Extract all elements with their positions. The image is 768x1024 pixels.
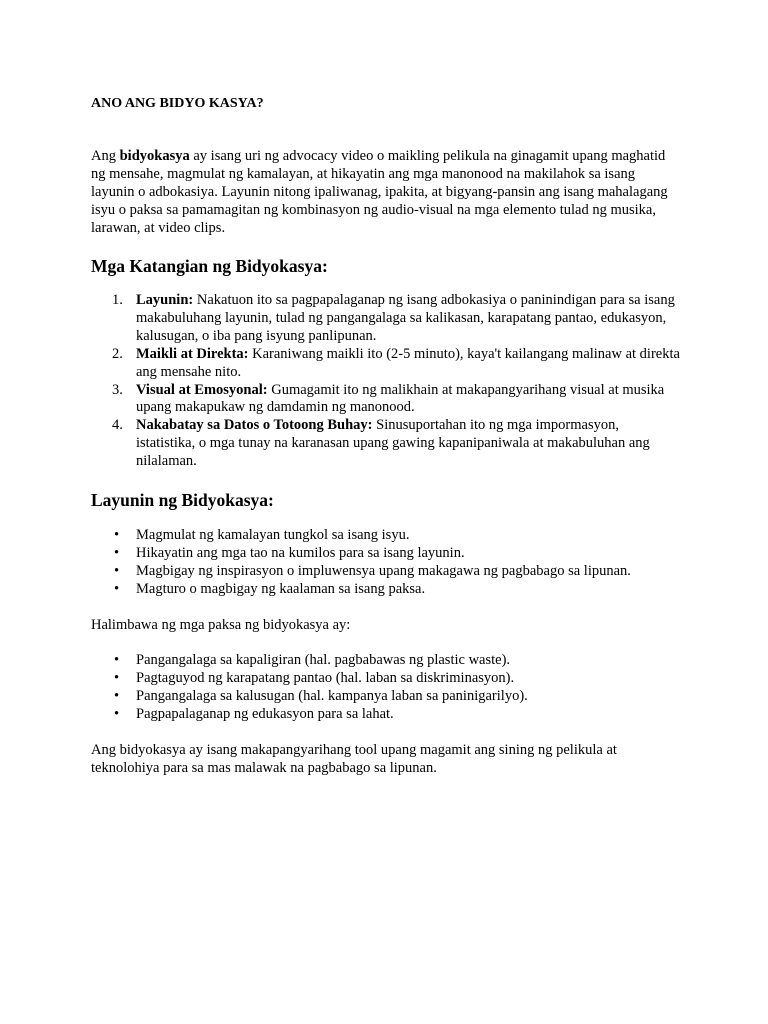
- goals-heading: Layunin ng Bidyokasya:: [91, 490, 274, 510]
- bullet-icon: •: [114, 669, 120, 686]
- features-item: [91, 417, 681, 471]
- examples-intro: Halimbawa ng mga paksa ng bidyokasya ay:: [91, 617, 351, 633]
- examples-item: [91, 670, 681, 688]
- features-item-text: Gumagamit ito ng malikhain at makapangyarihang visual at musika upang makapukaw ng damdamin ng manonood.: [136, 381, 665, 416]
- goals-item: [91, 527, 681, 545]
- features-item-text: Karaniwang maikli ito (2-5 minuto), kaya't kailangang malinaw at direkta ang mensahe nito.: [136, 345, 680, 380]
- intro-paragraph: [91, 148, 681, 238]
- examples-item-text: Pangangalaga sa kalusugan (hal. kampanya laban sa paninigarilyo).: [136, 687, 528, 704]
- examples-item-text: Pagpapalaganap ng edukasyon para sa lahat.: [136, 705, 394, 722]
- features-item-text: Sinusuportahan ito ng mga impormasyon, istatistika, o mga tunay na karanasan upang gawing kapanipaniwala at makabuluhan ang nilalaman.: [136, 417, 650, 470]
- bullet-icon: •: [114, 580, 120, 597]
- features-item-number: 4.: [112, 417, 123, 434]
- document-title: ANO ANG BIDYO KASYA?: [91, 96, 264, 111]
- goals-item: [91, 581, 681, 599]
- features-list: [91, 292, 681, 471]
- features-item-label: Maikli at Direkta:: [136, 345, 249, 362]
- examples-item-text: Pagtaguyod ng karapatang pantao (hal. laban sa diskriminasyon).: [136, 669, 515, 686]
- intro-lead: Ang: [91, 148, 120, 164]
- bullet-icon: •: [114, 562, 120, 579]
- goals-item-text: Magbigay ng inspirasyon o impluwensya upang makagawa ng pagbabago sa lipunan.: [136, 562, 631, 579]
- closing-paragraph: Ang bidyokasya ay isang makapangyarihang tool upang magamit ang sining ng pelikula at teknolohiya para sa mas malawak na pagbabago sa lipunan.: [91, 742, 617, 776]
- features-item-number: 1.: [112, 292, 123, 308]
- examples-item: [91, 652, 681, 670]
- bullet-icon: •: [114, 527, 120, 543]
- goals-item-text: Magmulat ng kamalayan tungkol sa isang isyu.: [136, 527, 410, 543]
- features-item-text: Nakatuon ito sa pagpapalaganap ng isang adbokasiya o paninindigan para sa isang makabuluhang layunin, tulad ng pangangalaga sa kalikasan, karapatang pantao, edukasyon, kalusugan, o iba pang isyung panlipunan.: [136, 292, 675, 344]
- features-item: [91, 292, 681, 346]
- features-heading: Mga Katangian ng Bidyokasya:: [91, 256, 328, 276]
- goals-item: [91, 563, 681, 581]
- features-item-number: 3.: [112, 381, 123, 398]
- examples-item: [91, 688, 681, 706]
- bullet-icon: •: [114, 687, 120, 704]
- goals-item-text: Hikayatin ang mga tao na kumilos para sa isang layunin.: [136, 544, 465, 561]
- bullet-icon: •: [114, 652, 120, 668]
- goals-item: [91, 545, 681, 563]
- goals-item-text: Magturo o magbigay ng kaalaman sa isang paksa.: [136, 580, 426, 597]
- features-item-label: Layunin:: [136, 292, 194, 308]
- intro-rest: ay isang uri ng advocacy video o maikling pelikula na ginagamit upang maghatid ng mensahe, magmulat ng kamalayan, at hikayatin ang mga manonood na makilahok sa isang layunin o adbokasiya. Layunin nitong ipaliwanag, ipakita, at bigyang-pansin ang isang mahalagang isyu o paksa sa pamamagitan ng kombinasyon ng audio-visual na mga elemento tulad ng musika, larawan, at video clips.: [91, 148, 668, 236]
- examples-list: [91, 652, 681, 724]
- bullet-icon: •: [114, 705, 120, 722]
- features-item-label: Nakabatay sa Datos o Totoong Buhay:: [136, 417, 373, 434]
- features-item: [91, 346, 681, 382]
- features-item-label: Visual at Emosyonal:: [136, 381, 268, 398]
- examples-item-text: Pangangalaga sa kapaligiran (hal. pagbabawas ng plastic waste).: [136, 652, 511, 668]
- goals-list: [91, 527, 681, 599]
- bullet-icon: •: [114, 544, 120, 561]
- features-item: [91, 382, 681, 418]
- features-item-number: 2.: [112, 345, 123, 362]
- examples-item: [91, 706, 681, 724]
- intro-term: bidyokasya: [119, 148, 190, 164]
